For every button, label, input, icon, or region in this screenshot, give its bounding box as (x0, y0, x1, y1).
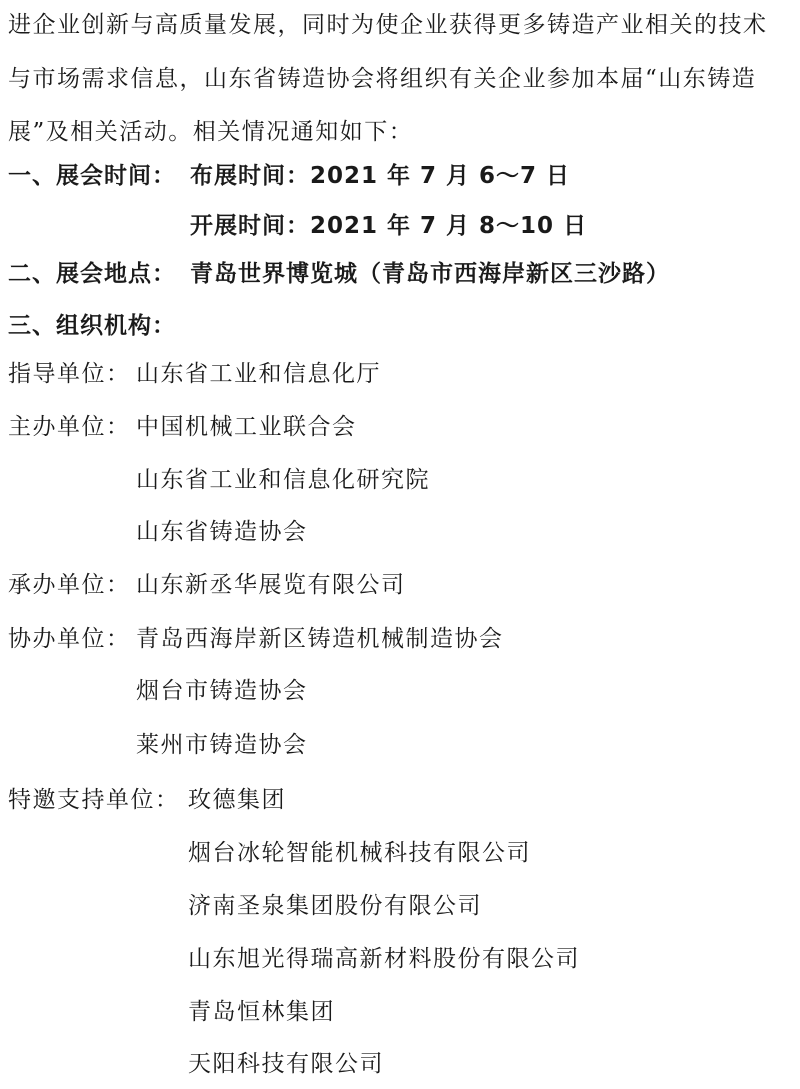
intro-line-2: 与市场需求信息，山东省铸造协会将组织有关企业参加本届“山东铸造 (8, 66, 757, 92)
exhibition-time: 开展时间：2021 年 7 月 8～10 日 (190, 213, 588, 239)
section-2-heading: 二、展会地点： (8, 261, 176, 287)
special-support-item: 青岛恒林集团 (188, 999, 335, 1025)
guide-item: 山东省工业和信息化厅 (136, 361, 381, 387)
host-item: 山东省铸造协会 (136, 519, 308, 545)
intro-line-3: 展”及相关活动。相关情况通知如下： (8, 119, 414, 145)
guide-label: 指导单位： (8, 361, 131, 387)
special-support-item: 天阳科技有限公司 (188, 1051, 384, 1077)
co-organizer-item: 莱州市铸造协会 (136, 732, 308, 758)
section-3-heading: 三、组织机构： (8, 313, 176, 339)
special-support-item: 玫德集团 (188, 787, 286, 813)
co-organizer-label: 协办单位： (8, 626, 131, 652)
co-organizer-item: 青岛西海岸新区铸造机械制造协会 (136, 626, 504, 652)
host-item: 中国机械工业联合会 (136, 414, 357, 440)
organizer-label: 承办单位： (8, 572, 131, 598)
co-organizer-item: 烟台市铸造协会 (136, 678, 308, 704)
special-support-item: 烟台冰轮智能机械科技有限公司 (188, 840, 531, 866)
special-support-label: 特邀支持单位： (8, 787, 180, 813)
setup-time: 布展时间：2021 年 7 月 6～7 日 (190, 163, 571, 189)
host-label: 主办单位： (8, 414, 131, 440)
intro-line-1: 进企业创新与高质量发展，同时为使企业获得更多铸造产业相关的技术 (8, 12, 768, 38)
special-support-item: 山东旭光得瑞高新材料股份有限公司 (188, 946, 580, 972)
exhibition-location: 青岛世界博览城（青岛市西海岸新区三沙路） (190, 261, 670, 287)
organizer-item: 山东新丞华展览有限公司 (136, 572, 406, 598)
host-item: 山东省工业和信息化研究院 (136, 467, 430, 493)
special-support-item: 济南圣泉集团股份有限公司 (188, 893, 482, 919)
section-1-heading: 一、展会时间： (8, 163, 176, 189)
